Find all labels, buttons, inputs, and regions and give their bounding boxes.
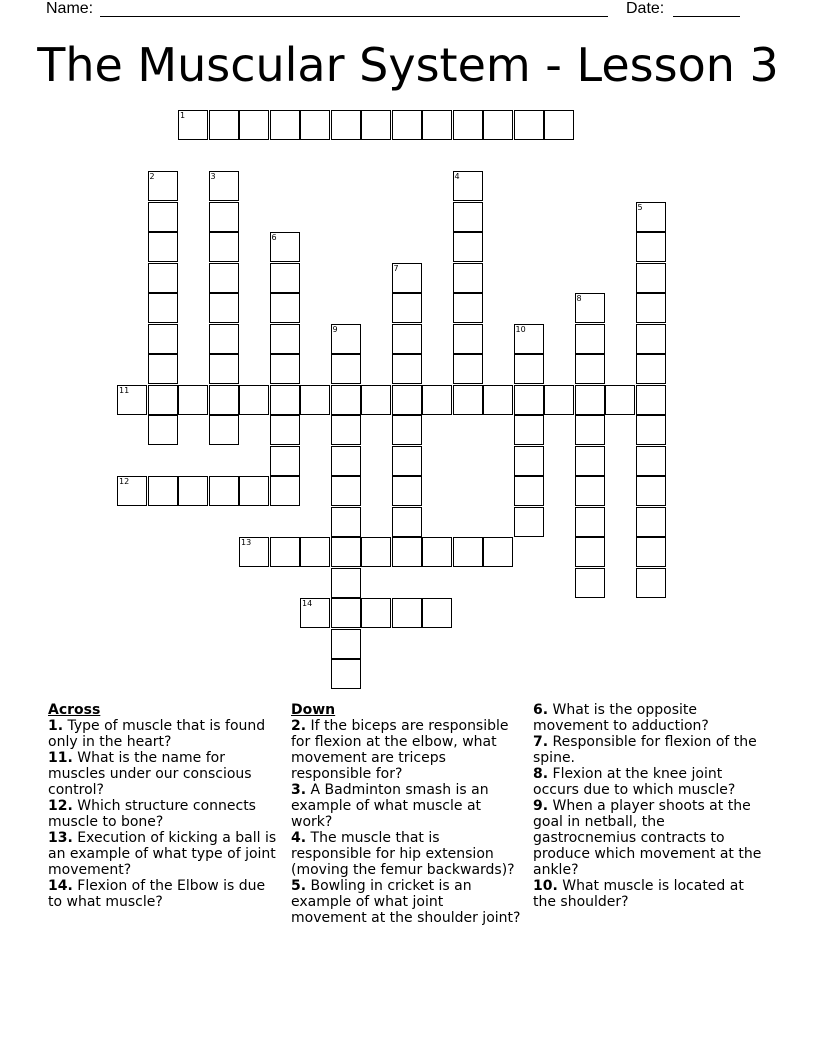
grid-number: 9	[332, 324, 338, 334]
grid-cell[interactable]	[209, 385, 239, 415]
clue-item	[291, 782, 523, 830]
across-heading: Across	[48, 702, 101, 718]
clue-number: 12.	[48, 798, 73, 814]
grid-cell[interactable]	[575, 415, 605, 445]
grid-number: 1	[180, 111, 186, 120]
grid-cell[interactable]	[514, 446, 544, 476]
grid-cell[interactable]	[392, 110, 422, 140]
grid-cell[interactable]	[148, 324, 178, 354]
grid-cell[interactable]	[636, 568, 666, 598]
grid-cell[interactable]	[514, 354, 544, 384]
clue-number: 14.	[48, 878, 73, 894]
grid-cell[interactable]	[239, 385, 269, 415]
grid-number: 4	[454, 172, 460, 181]
grid-cell[interactable]	[453, 171, 483, 201]
grid-cell[interactable]	[209, 476, 239, 506]
grid-cell[interactable]	[575, 293, 605, 323]
grid-number: 2	[149, 172, 155, 181]
grid-number: 5	[637, 202, 643, 212]
grid-cell[interactable]	[422, 110, 452, 140]
clue-number: 1.	[48, 718, 64, 734]
grid-cell[interactable]	[544, 110, 574, 140]
grid-cell[interactable]	[575, 354, 605, 384]
clue-item	[48, 878, 278, 910]
grid-cell[interactable]	[636, 232, 666, 262]
clue-number: 13.	[48, 830, 73, 846]
grid-cell[interactable]	[575, 537, 605, 567]
grid-cell[interactable]	[636, 324, 666, 354]
grid-cell[interactable]	[392, 415, 422, 445]
grid-cell[interactable]	[270, 110, 300, 140]
clue-text: Type of muscle that is found only in the heart?	[48, 718, 266, 750]
grid-cell[interactable]	[148, 202, 178, 232]
grid-cell[interactable]	[270, 537, 300, 567]
clue-number: 3.	[291, 782, 307, 798]
clue-text: What is the opposite movement to adduction?	[533, 702, 709, 734]
grid-cell[interactable]	[575, 385, 605, 415]
grid-cell[interactable]	[422, 598, 452, 628]
clue-number: 10.	[533, 878, 558, 894]
grid-cell[interactable]	[392, 324, 422, 354]
grid-number: 8	[576, 294, 582, 303]
clue-item	[291, 718, 523, 782]
grid-cell[interactable]	[361, 110, 391, 140]
grid-cell[interactable]	[209, 232, 239, 262]
grid-cell[interactable]	[117, 476, 147, 506]
grid-cell[interactable]	[300, 537, 330, 567]
clue-number: 4.	[291, 830, 307, 846]
grid-cell[interactable]	[331, 537, 361, 567]
grid-cell[interactable]	[331, 659, 361, 689]
grid-cell[interactable]	[209, 202, 239, 232]
clue-item	[48, 798, 278, 830]
grid-cell[interactable]	[148, 293, 178, 323]
grid-cell[interactable]	[331, 354, 361, 384]
grid-cell[interactable]	[422, 537, 452, 567]
clue-item	[533, 702, 763, 734]
clue-item	[533, 734, 763, 766]
grid-cell[interactable]	[483, 110, 513, 140]
grid-cell[interactable]	[544, 385, 574, 415]
grid-cell[interactable]	[331, 110, 361, 140]
grid-cell[interactable]	[148, 232, 178, 262]
grid-cell[interactable]	[453, 263, 483, 293]
grid-cell[interactable]	[514, 324, 544, 354]
grid-cell[interactable]	[636, 476, 666, 506]
grid-number: 11	[119, 385, 130, 395]
clue-number: 11.	[48, 750, 73, 766]
grid-cell[interactable]	[239, 537, 269, 567]
grid-cell[interactable]	[239, 110, 269, 140]
grid-cell[interactable]	[514, 476, 544, 506]
grid-number: 10	[515, 324, 526, 334]
clue-text: Flexion of the Elbow is due to what muscle?	[48, 878, 266, 910]
grid-cell[interactable]	[270, 263, 300, 293]
grid-cell[interactable]	[300, 385, 330, 415]
grid-cell[interactable]	[636, 263, 666, 293]
grid-cell[interactable]	[605, 385, 635, 415]
grid-cell[interactable]	[209, 263, 239, 293]
grid-cell[interactable]	[209, 324, 239, 354]
grid-cell[interactable]	[422, 385, 452, 415]
grid-cell[interactable]	[239, 476, 269, 506]
grid-cell[interactable]	[575, 324, 605, 354]
clue-number: 5.	[291, 878, 307, 894]
down-clues-column-1	[291, 702, 523, 926]
name-label: Name:	[46, 0, 94, 17]
grid-cell[interactable]	[331, 415, 361, 445]
grid-number: 12	[119, 477, 130, 486]
grid-cell[interactable]	[270, 446, 300, 476]
grid-cell[interactable]	[331, 507, 361, 537]
grid-cell[interactable]	[636, 385, 666, 415]
across-clues	[48, 702, 278, 910]
clue-text: Responsible for flexion of the spine.	[533, 734, 757, 766]
grid-cell[interactable]	[148, 263, 178, 293]
grid-number: 6	[271, 233, 277, 242]
grid-cell[interactable]	[209, 415, 239, 445]
clue-item	[291, 878, 523, 926]
grid-cell[interactable]	[300, 110, 330, 140]
clue-item	[291, 830, 523, 878]
clue-text: If the biceps are responsible for flexion at the elbow, what movement are triceps responsible for?	[291, 718, 509, 782]
grid-cell[interactable]	[361, 598, 391, 628]
grid-cell[interactable]	[392, 507, 422, 537]
grid-cell[interactable]	[209, 354, 239, 384]
clue-text: Which structure connects muscle to bone?	[48, 798, 256, 830]
grid-cell[interactable]	[148, 354, 178, 384]
grid-cell[interactable]	[636, 293, 666, 323]
clue-item	[48, 750, 278, 798]
down-heading: Down	[291, 702, 336, 718]
grid-cell[interactable]	[453, 385, 483, 415]
grid-cell[interactable]	[483, 385, 513, 415]
grid-cell[interactable]	[636, 202, 666, 232]
grid-cell[interactable]	[117, 385, 147, 415]
grid-cell[interactable]	[331, 385, 361, 415]
grid-cell[interactable]	[392, 385, 422, 415]
grid-cell[interactable]	[270, 415, 300, 445]
clue-text: What is the name for muscles under our conscious control?	[48, 750, 252, 798]
grid-cell[interactable]	[392, 598, 422, 628]
header	[46, 0, 746, 22]
clue-text: Flexion at the knee joint occurs due to which muscle?	[533, 766, 736, 798]
grid-cell[interactable]	[514, 415, 544, 445]
grid-cell[interactable]	[575, 476, 605, 506]
grid-cell[interactable]	[453, 354, 483, 384]
clue-item	[533, 878, 763, 910]
grid-cell[interactable]	[270, 476, 300, 506]
grid-cell[interactable]	[148, 415, 178, 445]
clue-text: What muscle is located at the shoulder?	[533, 878, 744, 910]
grid-cell[interactable]	[453, 232, 483, 262]
grid-number: 13	[241, 538, 252, 547]
grid-cell[interactable]	[392, 537, 422, 567]
grid-cell[interactable]	[331, 446, 361, 476]
grid-number: 3	[210, 172, 216, 181]
grid-cell[interactable]	[148, 385, 178, 415]
grid-cell[interactable]	[209, 171, 239, 201]
grid-number: 14	[302, 599, 313, 608]
grid-cell[interactable]	[270, 232, 300, 262]
grid-cell[interactable]	[636, 537, 666, 567]
grid-cell[interactable]	[453, 537, 483, 567]
grid-cell[interactable]	[453, 110, 483, 140]
grid-cell[interactable]	[331, 324, 361, 354]
grid-number: 7	[393, 263, 399, 273]
date-label: Date:	[626, 0, 665, 17]
grid-cell[interactable]	[392, 263, 422, 293]
grid-cell[interactable]	[392, 354, 422, 384]
grid-cell[interactable]	[483, 537, 513, 567]
clue-text: A Badminton smash is an example of what muscle at work?	[291, 782, 489, 830]
grid-cell[interactable]	[636, 354, 666, 384]
clue-number: 8.	[533, 766, 549, 782]
grid-cell[interactable]	[453, 202, 483, 232]
grid-cell[interactable]	[392, 293, 422, 323]
grid-cell[interactable]	[331, 568, 361, 598]
grid-cell[interactable]	[514, 385, 544, 415]
grid-cell[interactable]	[270, 293, 300, 323]
grid-cell[interactable]	[453, 293, 483, 323]
grid-cell[interactable]	[361, 537, 391, 567]
grid-cell[interactable]	[178, 110, 208, 140]
grid-cell[interactable]	[331, 629, 361, 659]
clue-text: The muscle that is responsible for hip extension (moving the femur backwards)?	[291, 830, 515, 878]
grid-cell[interactable]	[209, 293, 239, 323]
grid-cell[interactable]	[270, 385, 300, 415]
page-title: The Muscular System - Lesson 3	[37, 38, 779, 92]
clue-number: 2.	[291, 718, 307, 734]
grid-cell[interactable]	[361, 385, 391, 415]
grid-cell[interactable]	[331, 476, 361, 506]
down-clues-column-2	[533, 702, 763, 910]
clue-number: 6.	[533, 702, 549, 718]
clue-item	[48, 830, 278, 878]
clue-text: Execution of kicking a ball is an example of what type of joint movement?	[48, 830, 277, 878]
grid-cell[interactable]	[514, 110, 544, 140]
grid-cell[interactable]	[270, 324, 300, 354]
grid-cell[interactable]	[453, 324, 483, 354]
grid-cell[interactable]	[300, 598, 330, 628]
grid-cell[interactable]	[636, 507, 666, 537]
clue-text: Bowling in cricket is an example of what joint movement at the shoulder joint?	[291, 878, 521, 926]
grid-cell[interactable]	[575, 507, 605, 537]
grid-cell[interactable]	[636, 415, 666, 445]
grid-cell[interactable]	[148, 476, 178, 506]
date-field[interactable]	[673, 16, 740, 17]
name-field[interactable]	[100, 16, 608, 17]
grid-cell[interactable]	[178, 476, 208, 506]
clue-number: 7.	[533, 734, 549, 750]
grid-cell[interactable]	[392, 446, 422, 476]
grid-cell[interactable]	[575, 568, 605, 598]
grid-cell[interactable]	[392, 476, 422, 506]
clue-item	[533, 766, 763, 798]
grid-cell[interactable]	[575, 446, 605, 476]
grid-cell[interactable]	[331, 598, 361, 628]
grid-cell[interactable]	[148, 171, 178, 201]
grid-cell[interactable]	[514, 507, 544, 537]
clue-item	[533, 798, 763, 878]
clue-text: When a player shoots at the goal in netball, the gastrocnemius contracts to produce which movement at the ankle?	[533, 798, 762, 878]
grid-cell[interactable]	[209, 110, 239, 140]
grid-cell[interactable]	[270, 354, 300, 384]
clue-number: 9.	[533, 798, 549, 814]
grid-cell[interactable]	[178, 385, 208, 415]
clue-item	[48, 718, 278, 750]
grid-cell[interactable]	[636, 446, 666, 476]
